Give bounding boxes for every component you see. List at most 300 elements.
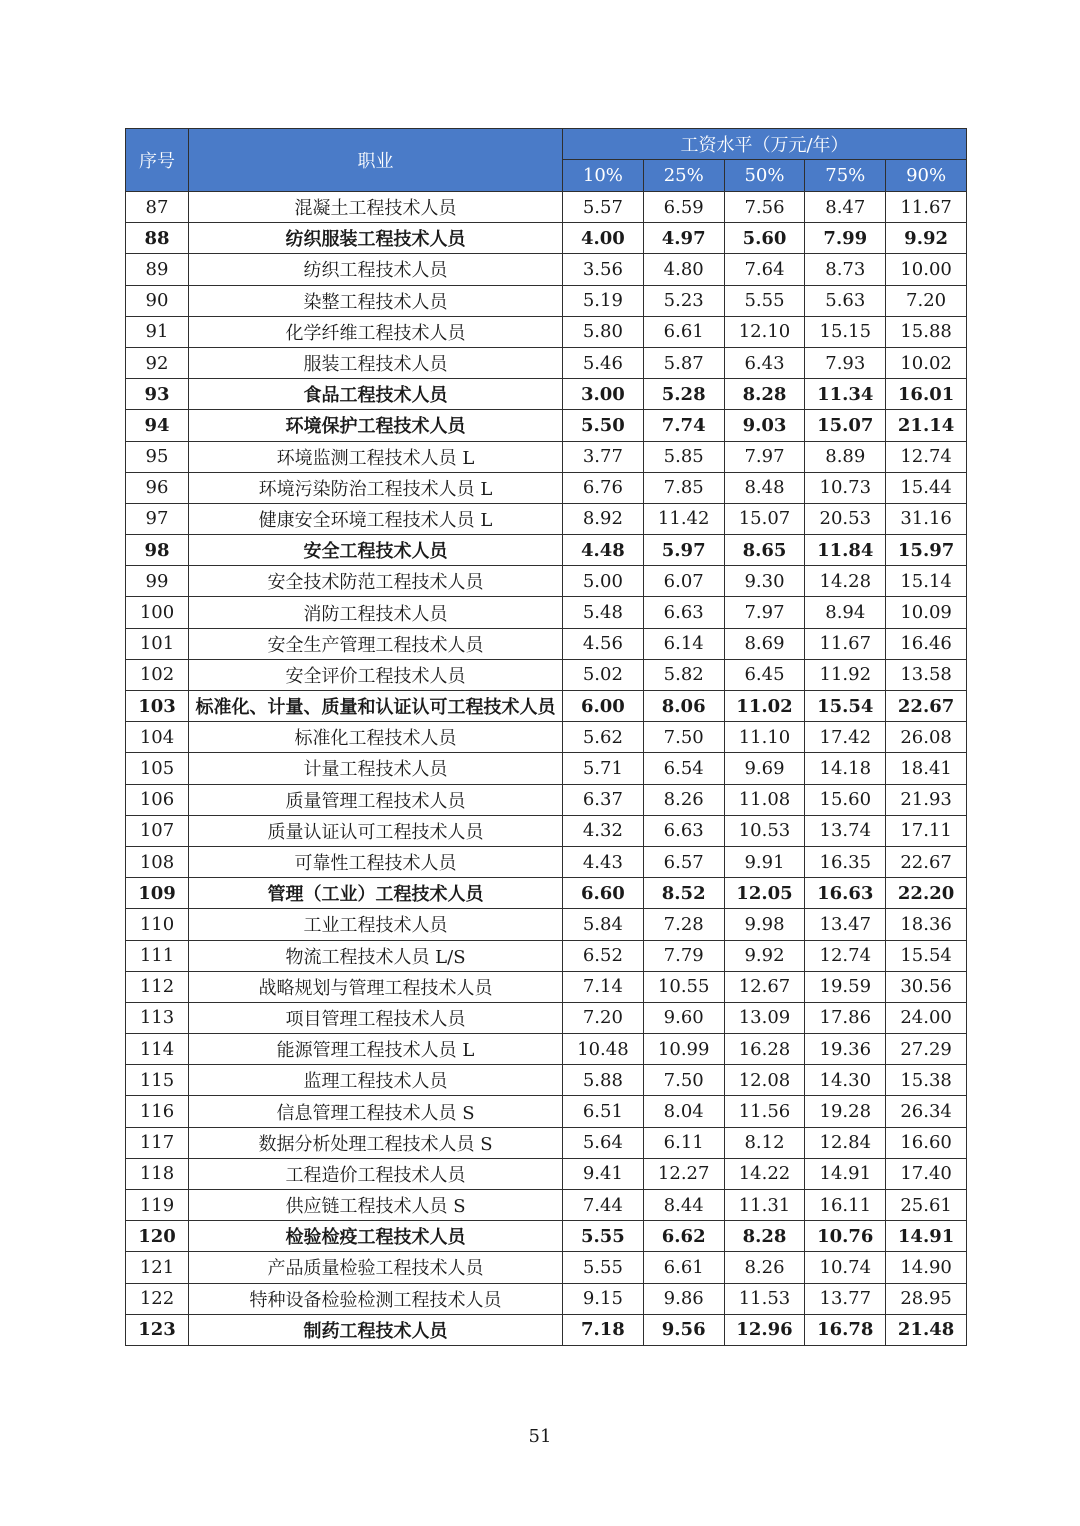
cell-seq: 110 xyxy=(126,909,189,940)
cell-p10: 5.57 xyxy=(563,192,644,223)
cell-p75: 10.73 xyxy=(805,472,886,503)
cell-p90: 21.93 xyxy=(886,784,967,815)
cell-p50: 9.98 xyxy=(724,909,805,940)
cell-seq: 94 xyxy=(126,410,189,441)
cell-p50: 9.92 xyxy=(724,940,805,971)
cell-p75: 8.47 xyxy=(805,192,886,223)
cell-p75: 12.84 xyxy=(805,1127,886,1158)
cell-p75: 19.59 xyxy=(805,971,886,1002)
cell-p10: 4.00 xyxy=(563,223,644,254)
cell-seq: 97 xyxy=(126,503,189,534)
cell-p90: 15.14 xyxy=(886,566,967,597)
cell-seq: 99 xyxy=(126,566,189,597)
cell-p25: 5.85 xyxy=(643,441,724,472)
header-p10: 10% xyxy=(563,160,644,192)
cell-occupation: 标准化、计量、质量和认证认可工程技术人员 xyxy=(189,691,563,722)
cell-p25: 10.99 xyxy=(643,1034,724,1065)
cell-p25: 5.23 xyxy=(643,285,724,316)
cell-p90: 26.08 xyxy=(886,722,967,753)
cell-p50: 12.67 xyxy=(724,971,805,1002)
cell-p10: 7.14 xyxy=(563,971,644,1002)
table-row xyxy=(126,971,967,1002)
cell-p90: 22.67 xyxy=(886,846,967,877)
cell-occupation: 环境监测工程技术人员 L xyxy=(189,441,563,472)
cell-p50: 10.53 xyxy=(724,815,805,846)
cell-p25: 8.26 xyxy=(643,784,724,815)
cell-p10: 3.00 xyxy=(563,379,644,410)
cell-p10: 5.46 xyxy=(563,347,644,378)
cell-p90: 11.67 xyxy=(886,192,967,223)
cell-p50: 11.53 xyxy=(724,1283,805,1314)
table-row xyxy=(126,223,967,254)
cell-p50: 12.08 xyxy=(724,1065,805,1096)
cell-occupation: 纺织工程技术人员 xyxy=(189,254,563,285)
cell-seq: 117 xyxy=(126,1127,189,1158)
table-row xyxy=(126,628,967,659)
cell-p75: 15.54 xyxy=(805,691,886,722)
cell-p75: 15.15 xyxy=(805,316,886,347)
cell-p75: 7.99 xyxy=(805,223,886,254)
header-job: 职业 xyxy=(189,129,563,192)
cell-occupation: 供应链工程技术人员 S xyxy=(189,1190,563,1221)
cell-p25: 9.60 xyxy=(643,1002,724,1033)
table-row xyxy=(126,1158,967,1189)
cell-p75: 14.28 xyxy=(805,566,886,597)
cell-p90: 14.91 xyxy=(886,1221,967,1252)
table-row xyxy=(126,691,967,722)
cell-seq: 118 xyxy=(126,1158,189,1189)
cell-p25: 11.42 xyxy=(643,503,724,534)
cell-p25: 5.87 xyxy=(643,347,724,378)
cell-seq: 106 xyxy=(126,784,189,815)
cell-p25: 5.82 xyxy=(643,659,724,690)
table-row xyxy=(126,1190,967,1221)
cell-p10: 4.56 xyxy=(563,628,644,659)
cell-p25: 6.63 xyxy=(643,597,724,628)
cell-p50: 13.09 xyxy=(724,1002,805,1033)
table-header xyxy=(126,129,967,192)
header-p75: 75% xyxy=(805,160,886,192)
cell-seq: 102 xyxy=(126,659,189,690)
cell-p10: 4.32 xyxy=(563,815,644,846)
cell-p75: 11.67 xyxy=(805,628,886,659)
cell-p75: 11.84 xyxy=(805,535,886,566)
cell-p50: 8.12 xyxy=(724,1127,805,1158)
table-row xyxy=(126,753,967,784)
cell-occupation: 服装工程技术人员 xyxy=(189,347,563,378)
cell-p90: 15.97 xyxy=(886,535,967,566)
cell-occupation: 管理（工业）工程技术人员 xyxy=(189,878,563,909)
table-row xyxy=(126,815,967,846)
cell-p75: 14.30 xyxy=(805,1065,886,1096)
cell-p75: 11.34 xyxy=(805,379,886,410)
cell-occupation: 标准化工程技术人员 xyxy=(189,722,563,753)
cell-p50: 5.55 xyxy=(724,285,805,316)
cell-p90: 15.88 xyxy=(886,316,967,347)
cell-p90: 22.67 xyxy=(886,691,967,722)
cell-p90: 28.95 xyxy=(886,1283,967,1314)
cell-p50: 5.60 xyxy=(724,223,805,254)
cell-occupation: 能源管理工程技术人员 L xyxy=(189,1034,563,1065)
cell-p10: 5.00 xyxy=(563,566,644,597)
cell-occupation: 数据分析处理工程技术人员 S xyxy=(189,1127,563,1158)
cell-p10: 5.71 xyxy=(563,753,644,784)
cell-p90: 31.16 xyxy=(886,503,967,534)
cell-seq: 101 xyxy=(126,628,189,659)
cell-p25: 7.50 xyxy=(643,1065,724,1096)
table-row xyxy=(126,878,967,909)
cell-p90: 17.40 xyxy=(886,1158,967,1189)
cell-p75: 15.07 xyxy=(805,410,886,441)
cell-seq: 114 xyxy=(126,1034,189,1065)
cell-p50: 9.30 xyxy=(724,566,805,597)
cell-p10: 3.56 xyxy=(563,254,644,285)
cell-p10: 5.62 xyxy=(563,722,644,753)
cell-p25: 10.55 xyxy=(643,971,724,1002)
cell-p50: 14.22 xyxy=(724,1158,805,1189)
cell-seq: 103 xyxy=(126,691,189,722)
cell-occupation: 安全生产管理工程技术人员 xyxy=(189,628,563,659)
cell-p50: 11.10 xyxy=(724,722,805,753)
cell-p25: 6.57 xyxy=(643,846,724,877)
cell-p90: 18.41 xyxy=(886,753,967,784)
cell-p10: 6.00 xyxy=(563,691,644,722)
cell-p25: 5.28 xyxy=(643,379,724,410)
table-row xyxy=(126,503,967,534)
cell-occupation: 安全工程技术人员 xyxy=(189,535,563,566)
cell-p50: 12.10 xyxy=(724,316,805,347)
cell-p25: 6.11 xyxy=(643,1127,724,1158)
cell-seq: 123 xyxy=(126,1314,189,1345)
cell-seq: 121 xyxy=(126,1252,189,1283)
cell-p25: 6.59 xyxy=(643,192,724,223)
cell-p50: 8.48 xyxy=(724,472,805,503)
cell-p75: 8.89 xyxy=(805,441,886,472)
cell-p10: 6.51 xyxy=(563,1096,644,1127)
cell-occupation: 安全评价工程技术人员 xyxy=(189,659,563,690)
cell-p75: 12.74 xyxy=(805,940,886,971)
cell-p50: 11.56 xyxy=(724,1096,805,1127)
table-row xyxy=(126,1221,967,1252)
cell-p10: 5.55 xyxy=(563,1221,644,1252)
table-row xyxy=(126,1283,967,1314)
cell-p75: 17.86 xyxy=(805,1002,886,1033)
cell-p25: 6.14 xyxy=(643,628,724,659)
cell-occupation: 物流工程技术人员 L/S xyxy=(189,940,563,971)
cell-p25: 12.27 xyxy=(643,1158,724,1189)
cell-p90: 10.02 xyxy=(886,347,967,378)
cell-p25: 9.56 xyxy=(643,1314,724,1345)
cell-p10: 9.41 xyxy=(563,1158,644,1189)
cell-p25: 8.06 xyxy=(643,691,724,722)
cell-occupation: 混凝土工程技术人员 xyxy=(189,192,563,223)
cell-occupation: 工程造价工程技术人员 xyxy=(189,1158,563,1189)
cell-p25: 6.62 xyxy=(643,1221,724,1252)
cell-p90: 18.36 xyxy=(886,909,967,940)
cell-p90: 9.92 xyxy=(886,223,967,254)
cell-p10: 6.52 xyxy=(563,940,644,971)
cell-p75: 10.76 xyxy=(805,1221,886,1252)
table-row xyxy=(126,1096,967,1127)
cell-occupation: 特种设备检验检测工程技术人员 xyxy=(189,1283,563,1314)
cell-p50: 9.69 xyxy=(724,753,805,784)
cell-p10: 5.48 xyxy=(563,597,644,628)
table-row xyxy=(126,379,967,410)
table-row xyxy=(126,1002,967,1033)
table-row xyxy=(126,1127,967,1158)
cell-p25: 6.54 xyxy=(643,753,724,784)
cell-p90: 22.20 xyxy=(886,878,967,909)
cell-p10: 5.50 xyxy=(563,410,644,441)
cell-occupation: 安全技术防范工程技术人员 xyxy=(189,566,563,597)
cell-p10: 5.80 xyxy=(563,316,644,347)
cell-p25: 7.85 xyxy=(643,472,724,503)
cell-p10: 5.88 xyxy=(563,1065,644,1096)
cell-p50: 9.03 xyxy=(724,410,805,441)
cell-occupation: 染整工程技术人员 xyxy=(189,285,563,316)
cell-occupation: 制药工程技术人员 xyxy=(189,1314,563,1345)
cell-p75: 7.93 xyxy=(805,347,886,378)
cell-p90: 21.48 xyxy=(886,1314,967,1345)
table-row xyxy=(126,659,967,690)
cell-p10: 3.77 xyxy=(563,441,644,472)
cell-p90: 25.61 xyxy=(886,1190,967,1221)
header-p25: 25% xyxy=(643,160,724,192)
cell-p25: 6.61 xyxy=(643,1252,724,1283)
cell-p25: 6.63 xyxy=(643,815,724,846)
cell-p25: 5.97 xyxy=(643,535,724,566)
cell-occupation: 化学纤维工程技术人员 xyxy=(189,316,563,347)
cell-p50: 12.05 xyxy=(724,878,805,909)
cell-seq: 107 xyxy=(126,815,189,846)
cell-p10: 9.15 xyxy=(563,1283,644,1314)
cell-p75: 14.91 xyxy=(805,1158,886,1189)
cell-p50: 8.69 xyxy=(724,628,805,659)
cell-seq: 100 xyxy=(126,597,189,628)
cell-p10: 5.19 xyxy=(563,285,644,316)
cell-occupation: 食品工程技术人员 xyxy=(189,379,563,410)
cell-p50: 6.43 xyxy=(724,347,805,378)
table-row xyxy=(126,597,967,628)
cell-p75: 20.53 xyxy=(805,503,886,534)
cell-occupation: 纺织服装工程技术人员 xyxy=(189,223,563,254)
cell-occupation: 消防工程技术人员 xyxy=(189,597,563,628)
table-row xyxy=(126,940,967,971)
table-row xyxy=(126,285,967,316)
cell-p75: 14.18 xyxy=(805,753,886,784)
cell-p75: 10.74 xyxy=(805,1252,886,1283)
cell-seq: 115 xyxy=(126,1065,189,1096)
cell-seq: 98 xyxy=(126,535,189,566)
cell-occupation: 项目管理工程技术人员 xyxy=(189,1002,563,1033)
table-row xyxy=(126,410,967,441)
cell-p10: 5.84 xyxy=(563,909,644,940)
cell-seq: 120 xyxy=(126,1221,189,1252)
cell-p50: 6.45 xyxy=(724,659,805,690)
cell-p75: 17.42 xyxy=(805,722,886,753)
cell-p25: 4.80 xyxy=(643,254,724,285)
cell-p90: 13.58 xyxy=(886,659,967,690)
cell-p75: 16.78 xyxy=(805,1314,886,1345)
cell-p90: 15.38 xyxy=(886,1065,967,1096)
cell-p50: 11.31 xyxy=(724,1190,805,1221)
cell-p90: 15.54 xyxy=(886,940,967,971)
cell-p75: 19.36 xyxy=(805,1034,886,1065)
cell-seq: 88 xyxy=(126,223,189,254)
cell-p50: 8.65 xyxy=(724,535,805,566)
cell-p10: 5.64 xyxy=(563,1127,644,1158)
cell-p90: 10.00 xyxy=(886,254,967,285)
cell-seq: 119 xyxy=(126,1190,189,1221)
cell-p75: 13.47 xyxy=(805,909,886,940)
cell-occupation: 质量管理工程技术人员 xyxy=(189,784,563,815)
cell-p10: 7.20 xyxy=(563,1002,644,1033)
cell-p10: 7.44 xyxy=(563,1190,644,1221)
cell-p90: 21.14 xyxy=(886,410,967,441)
cell-occupation: 环境保护工程技术人员 xyxy=(189,410,563,441)
cell-p75: 13.77 xyxy=(805,1283,886,1314)
cell-p10: 4.43 xyxy=(563,846,644,877)
cell-occupation: 可靠性工程技术人员 xyxy=(189,846,563,877)
cell-seq: 93 xyxy=(126,379,189,410)
table-row xyxy=(126,535,967,566)
cell-p25: 7.79 xyxy=(643,940,724,971)
table-row xyxy=(126,909,967,940)
cell-p25: 8.04 xyxy=(643,1096,724,1127)
cell-p50: 7.56 xyxy=(724,192,805,223)
header-p90: 90% xyxy=(886,160,967,192)
cell-p75: 11.92 xyxy=(805,659,886,690)
cell-seq: 104 xyxy=(126,722,189,753)
cell-p25: 7.74 xyxy=(643,410,724,441)
header-p50: 50% xyxy=(724,160,805,192)
cell-p90: 30.56 xyxy=(886,971,967,1002)
cell-p50: 9.91 xyxy=(724,846,805,877)
cell-p10: 10.48 xyxy=(563,1034,644,1065)
table-row xyxy=(126,316,967,347)
cell-p50: 16.28 xyxy=(724,1034,805,1065)
cell-p75: 16.63 xyxy=(805,878,886,909)
cell-seq: 87 xyxy=(126,192,189,223)
cell-p25: 6.07 xyxy=(643,566,724,597)
cell-p10: 8.92 xyxy=(563,503,644,534)
cell-p10: 6.37 xyxy=(563,784,644,815)
table-row xyxy=(126,566,967,597)
table-row xyxy=(126,192,967,223)
table-row xyxy=(126,1314,967,1345)
cell-p75: 13.74 xyxy=(805,815,886,846)
cell-p10: 5.02 xyxy=(563,659,644,690)
cell-seq: 116 xyxy=(126,1096,189,1127)
cell-p75: 19.28 xyxy=(805,1096,886,1127)
cell-seq: 108 xyxy=(126,846,189,877)
table-row xyxy=(126,254,967,285)
header-wage-group: 工资水平（万元/年） xyxy=(563,129,967,160)
cell-seq: 112 xyxy=(126,971,189,1002)
cell-p90: 7.20 xyxy=(886,285,967,316)
cell-seq: 96 xyxy=(126,472,189,503)
table-row xyxy=(126,441,967,472)
cell-p25: 8.52 xyxy=(643,878,724,909)
cell-p50: 7.97 xyxy=(724,597,805,628)
cell-occupation: 战略规划与管理工程技术人员 xyxy=(189,971,563,1002)
cell-p10: 4.48 xyxy=(563,535,644,566)
cell-p25: 9.86 xyxy=(643,1283,724,1314)
page-number: 51 xyxy=(528,1426,552,1447)
cell-p25: 4.97 xyxy=(643,223,724,254)
cell-p10: 7.18 xyxy=(563,1314,644,1345)
cell-p75: 8.73 xyxy=(805,254,886,285)
cell-p90: 27.29 xyxy=(886,1034,967,1065)
cell-occupation: 质量认证认可工程技术人员 xyxy=(189,815,563,846)
table-row xyxy=(126,1252,967,1283)
cell-p90: 10.09 xyxy=(886,597,967,628)
cell-p90: 12.74 xyxy=(886,441,967,472)
table-row xyxy=(126,472,967,503)
cell-p90: 16.46 xyxy=(886,628,967,659)
cell-p90: 14.90 xyxy=(886,1252,967,1283)
cell-occupation: 环境污染防治工程技术人员 L xyxy=(189,472,563,503)
table-row xyxy=(126,784,967,815)
cell-p90: 16.01 xyxy=(886,379,967,410)
header-seq: 序号 xyxy=(126,129,189,192)
cell-p50: 8.26 xyxy=(724,1252,805,1283)
cell-p50: 7.97 xyxy=(724,441,805,472)
cell-occupation: 产品质量检验工程技术人员 xyxy=(189,1252,563,1283)
cell-seq: 92 xyxy=(126,347,189,378)
cell-p75: 8.94 xyxy=(805,597,886,628)
cell-seq: 122 xyxy=(126,1283,189,1314)
cell-p75: 16.35 xyxy=(805,846,886,877)
cell-p50: 11.02 xyxy=(724,691,805,722)
cell-seq: 105 xyxy=(126,753,189,784)
cell-occupation: 信息管理工程技术人员 S xyxy=(189,1096,563,1127)
cell-p75: 15.60 xyxy=(805,784,886,815)
table-row xyxy=(126,1065,967,1096)
cell-seq: 95 xyxy=(126,441,189,472)
table-row xyxy=(126,1034,967,1065)
cell-p50: 15.07 xyxy=(724,503,805,534)
cell-p50: 8.28 xyxy=(724,1221,805,1252)
cell-p10: 5.55 xyxy=(563,1252,644,1283)
cell-p50: 7.64 xyxy=(724,254,805,285)
cell-p25: 6.61 xyxy=(643,316,724,347)
table-body xyxy=(126,192,967,1346)
cell-seq: 113 xyxy=(126,1002,189,1033)
cell-seq: 89 xyxy=(126,254,189,285)
cell-seq: 90 xyxy=(126,285,189,316)
table-row xyxy=(126,347,967,378)
cell-p90: 17.11 xyxy=(886,815,967,846)
cell-p25: 8.44 xyxy=(643,1190,724,1221)
cell-p10: 6.60 xyxy=(563,878,644,909)
cell-seq: 91 xyxy=(126,316,189,347)
cell-p50: 8.28 xyxy=(724,379,805,410)
cell-p50: 11.08 xyxy=(724,784,805,815)
cell-seq: 109 xyxy=(126,878,189,909)
cell-p50: 12.96 xyxy=(724,1314,805,1345)
wage-table xyxy=(125,128,967,1346)
cell-seq: 111 xyxy=(126,940,189,971)
cell-occupation: 检验检疫工程技术人员 xyxy=(189,1221,563,1252)
cell-p25: 7.28 xyxy=(643,909,724,940)
cell-p90: 15.44 xyxy=(886,472,967,503)
cell-p75: 16.11 xyxy=(805,1190,886,1221)
cell-occupation: 监理工程技术人员 xyxy=(189,1065,563,1096)
cell-p90: 16.60 xyxy=(886,1127,967,1158)
cell-occupation: 工业工程技术人员 xyxy=(189,909,563,940)
cell-occupation: 计量工程技术人员 xyxy=(189,753,563,784)
